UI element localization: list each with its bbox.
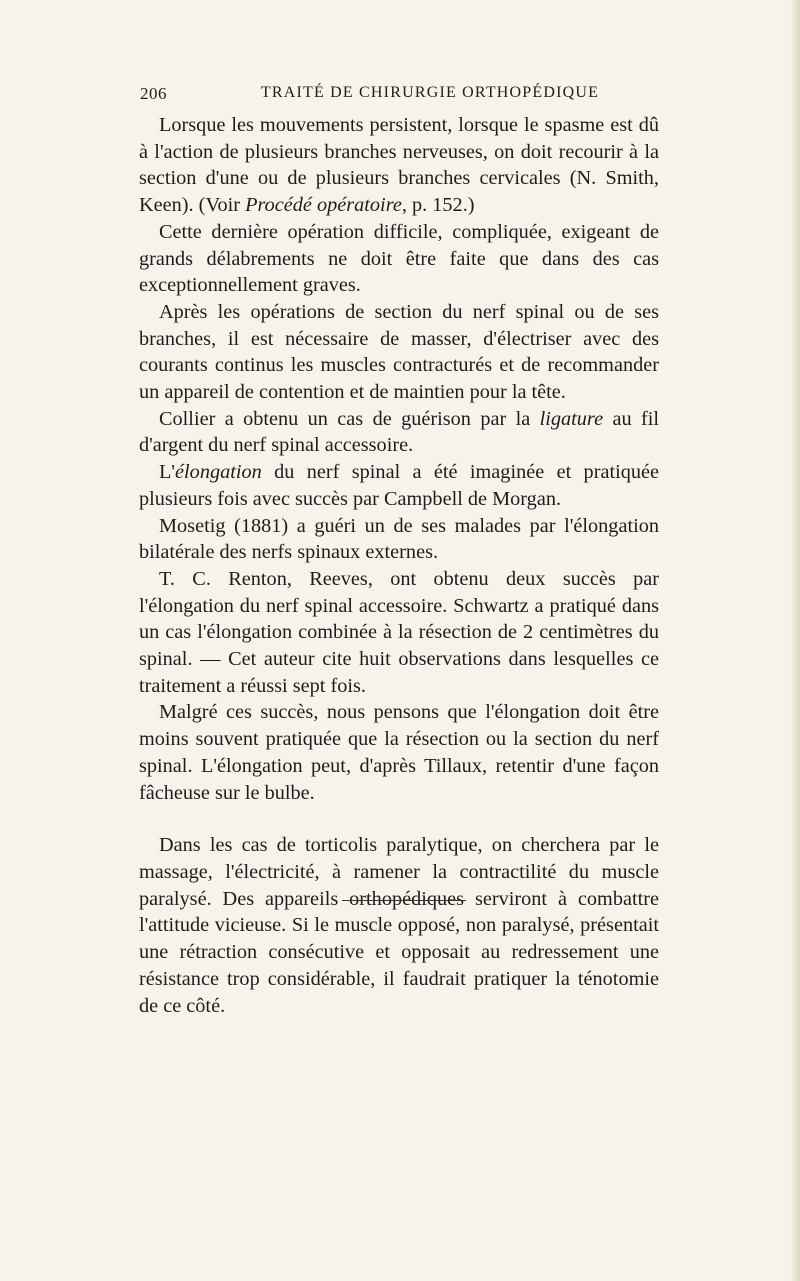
italic-reference: Procédé opératoire [245,194,402,217]
paragraph [139,112,659,219]
paragraph [139,699,659,806]
paragraph-text: Après les opérations de section du nerf spinal ou de ses branches, il est nécessaire de masser, d'électriser avec des courants continus les muscles contracturés et de recommander un appareil de contention et de maintien pour la tête. [139,300,659,404]
paragraph-text: Mosetig (1881) a guéri un de ses malades par l'élongation bilatérale des nerfs spinaux externes. [139,514,659,564]
paragraph-text: au fil d'argent du nerf spinal accessoire. [139,407,659,457]
body-text [139,112,659,1019]
section-rule [342,900,466,901]
paragraph-text: Cette dernière opération difficile, compliquée, exigeant de grands délabrements ne doit être faite que dans des cas exceptionnellement graves. [139,220,659,297]
page-header [140,84,660,108]
paragraph [139,566,659,700]
paragraph [139,459,659,512]
paragraph-text: , p. 152.) [401,194,475,217]
paragraph [139,832,659,1019]
page-number: 206 [140,84,167,103]
paragraph-text: Malgré ces succès, nous pensons que l'élongation doit être moins souvent pratiquée que la résection ou la section du nerf spinal. L'élongation peut, d'après Tillaux, retentir d'une façon fâcheuse sur le bulbe. [139,701,659,804]
paragraph [139,406,659,459]
paragraph-text: Lorsque les mouvements persistent, lorsque le spasme est dû à l'action de plusieurs branches nerveuses, on doit recourir à la section d'une ou de plusieurs branches cervicales (N. Smith, Keen). (Voir [139,114,659,217]
paragraph-text: du nerf spinal a été imaginée et pratiquée plusieurs fois avec succès par Campbell de Morgan. [139,461,659,510]
paragraph-text: T. C. Renton, Reeves, ont obtenu deux succès par l'élongation du nerf spinal accessoire. Schwartz a pratiqué dans un cas l'élongation combinée à la résection de 2 centimètres du spinal. — Cet auteur cite huit observations dans lesquelles ce traitement a réussi sept fois. [139,567,659,697]
paragraph-text: L' [159,461,176,484]
paragraph [139,299,659,406]
paragraph [139,219,659,299]
running-title: TRAITÉ DE CHIRURGIE ORTHOPÉDIQUE [260,84,600,101]
italic-term: élongation [175,461,262,484]
italic-term: ligature [539,407,604,430]
page-edge [790,0,800,1281]
paragraph [139,513,659,566]
paragraph-text: Dans les cas de torticolis paralytique, on cherchera par le massage, l'électricité, à ramener la contractilité du muscle paralysé. Des appareils orthopédiques serviront à combattre l'attitude vicieuse. Si le muscle opposé, non paralysé, présentait une rétraction consécutive et opposait au redressement une résistance trop considérable, il faudrait pratiquer la ténotomie de ce côté. [139,834,659,1017]
paragraph-text: Collier a obtenu un cas de guérison par la [159,407,540,430]
